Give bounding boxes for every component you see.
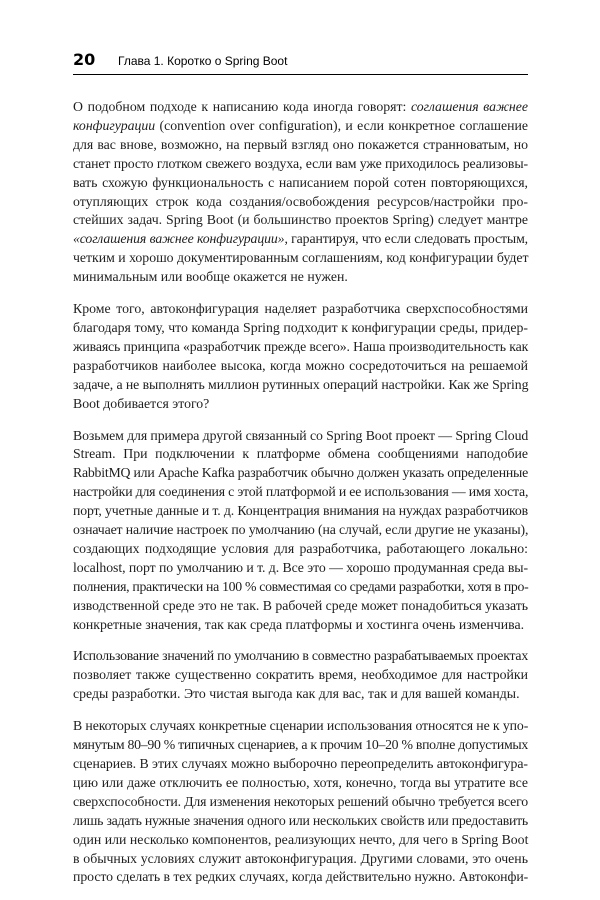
body-text	[73, 98, 528, 900]
paragraph	[73, 427, 528, 635]
text-line	[73, 831, 528, 850]
text-run: О подобном подходе к написанию кода иногда говорят:	[73, 99, 411, 114]
text-run: минимальным или вообще окажется не нужен.	[73, 269, 348, 285]
text-run: изводственной среде это не так. В рабочей среде может понадобиться указать	[73, 597, 528, 613]
running-header	[73, 50, 528, 75]
emphasis-text: «соглашения важнее конфигурации»	[73, 231, 285, 247]
text-line	[73, 616, 528, 635]
text-line	[73, 193, 528, 212]
text-line	[73, 338, 528, 357]
text-run: (convention over configuration), и если конкретное соглашение	[155, 117, 528, 133]
text-run: означает наличие настроек по умолчанию (на случай, если другие не указаны),	[73, 522, 529, 538]
text-line	[73, 117, 528, 136]
text-run: позволяет также существенно сократить время, необходимое для настройки	[73, 667, 528, 683]
text-run: вать схожую функциональность с написанием порой сотен повторяющихся,	[73, 174, 528, 190]
text-run: Возьмем для примера другой связанный со Spring Boot проект — Spring Cloud	[73, 427, 529, 443]
text-run: отупляющих строк кода создания/освобождения ресурсов/настройки про-	[73, 193, 528, 209]
text-line	[73, 319, 528, 338]
text-run: порт, учетные данные и т. д. Концентрация внимания на нуждах разработчиков	[73, 503, 528, 519]
text-line	[73, 578, 528, 597]
text-line	[73, 812, 528, 831]
text-line	[73, 230, 528, 249]
text-run: задаче, а не выполнять миллион рутинных операций настройки. Как же Spring	[73, 376, 529, 392]
text-line	[73, 483, 528, 502]
text-line	[73, 755, 528, 774]
text-line	[73, 427, 528, 446]
text-run: стейших задач. Spring Boot (и большинство проектов Spring) следует мантре	[73, 212, 528, 228]
text-line	[73, 249, 528, 268]
emphasis-text: конфигурации	[73, 117, 156, 133]
text-line	[73, 445, 528, 464]
text-run: сверхспособности. Для изменения некоторых решений обычно требуется всего	[73, 793, 529, 809]
text-run: один или несколько компонентов, реализующих нечто, для чего в Spring Boot	[73, 831, 529, 847]
text-run: Boot добивается этого?	[73, 395, 210, 411]
text-run: сценариев. В этих случаях можно выборочно переопределить автоконфигура-	[73, 756, 528, 771]
text-run: живаясь принципа «разработчик прежде всего». Наша производительность как	[73, 338, 529, 354]
text-run: полнения, практически на 100 % совместимая со средами разработки, хотя в про-	[73, 578, 529, 594]
text-line	[73, 774, 528, 793]
text-line	[73, 647, 528, 666]
text-run: создающих подходящие условия для разработчика, работающего локально:	[73, 540, 528, 556]
text-line	[73, 559, 528, 578]
text-run: среды разработки. Это чистая выгода как для вас, так и для вашей команды.	[73, 686, 520, 702]
text-run: , гарантируя, что если следовать простым,	[284, 231, 528, 247]
text-line	[73, 136, 528, 155]
text-run: В некоторых случаях конкретные сценарии использования относятся не к упо-	[73, 718, 529, 734]
text-run: для вас внове, возможно, на первый взгляд оно покажется странноватым, но	[73, 136, 528, 152]
paragraph	[73, 647, 528, 704]
text-run: Stream. При подключении к платформе обмена сообщениями наподобие	[73, 446, 528, 462]
emphasis-text: соглашения важнее	[410, 99, 529, 114]
text-run: благодаря тому, что команда Spring подходит к конфигурации среды, придер-	[73, 319, 528, 335]
chapter-title: Глава 1. Коротко о Spring Boot	[118, 54, 288, 68]
text-line	[73, 502, 528, 521]
text-line	[73, 357, 528, 376]
text-line	[73, 155, 528, 174]
text-line	[73, 793, 528, 812]
text-run: просто сделать в тех редких случаях, когда действительно нужно. Автоконфи-	[73, 869, 529, 885]
text-line	[73, 666, 528, 685]
text-line	[73, 376, 528, 395]
text-line	[73, 174, 528, 193]
text-line	[73, 685, 528, 704]
paragraph	[73, 300, 528, 413]
text-line	[73, 464, 528, 483]
text-run: настройки для соединения с этой платформой и ее использования — имя хоста,	[73, 484, 529, 500]
text-run: localhost, порт по умолчанию и т. д. Все это — хорошо продуманная среда вы-	[73, 559, 528, 575]
text-run: в обычных условиях служит автоконфигурация. Другими словами, это очень	[73, 850, 528, 866]
text-line	[73, 540, 528, 559]
text-run: конкретные значения, так как среда платформы и хостинга очень изменчива.	[73, 616, 525, 632]
page-number: 20	[73, 50, 96, 69]
text-line	[73, 597, 528, 616]
text-run: станет просто глотком свежего воздуха, если вам уже приходилось реализовы-	[73, 155, 528, 171]
text-line	[73, 717, 528, 736]
text-line	[73, 268, 528, 287]
text-line	[73, 98, 528, 117]
text-line	[73, 395, 528, 414]
text-run: четким и хорошо документированным соглашениям, код конфигурации будет	[73, 250, 529, 266]
text-line	[73, 521, 528, 540]
text-run: разработчиков наиболее высока, когда можно сосредоточиться на решаемой	[73, 357, 528, 373]
text-line	[73, 850, 528, 869]
text-line	[73, 868, 528, 887]
text-line	[73, 211, 528, 230]
text-run: Использование значений по умолчанию в совместно разрабатываемых проектах	[73, 648, 528, 664]
paragraph	[73, 98, 528, 287]
paragraph	[73, 717, 528, 887]
text-run: Кроме того, автоконфигурация наделяет разработчика сверхспособностями	[73, 301, 528, 317]
text-line	[73, 300, 528, 319]
text-run: лишь задать нужные значения одного или нескольких свойств или предоставить	[73, 812, 528, 828]
text-line	[73, 736, 528, 755]
text-run: цию или даже отключить ее полностью, хотя, конечно, тогда вы утратите все	[73, 774, 528, 790]
text-run: мянутым 80–90 % типичных сценариев, а к прочим 10–20 % вполне допустимых	[73, 737, 528, 753]
text-run: RabbitMQ или Apache Kafka разработчик обычно должен указать определенные	[73, 465, 528, 481]
